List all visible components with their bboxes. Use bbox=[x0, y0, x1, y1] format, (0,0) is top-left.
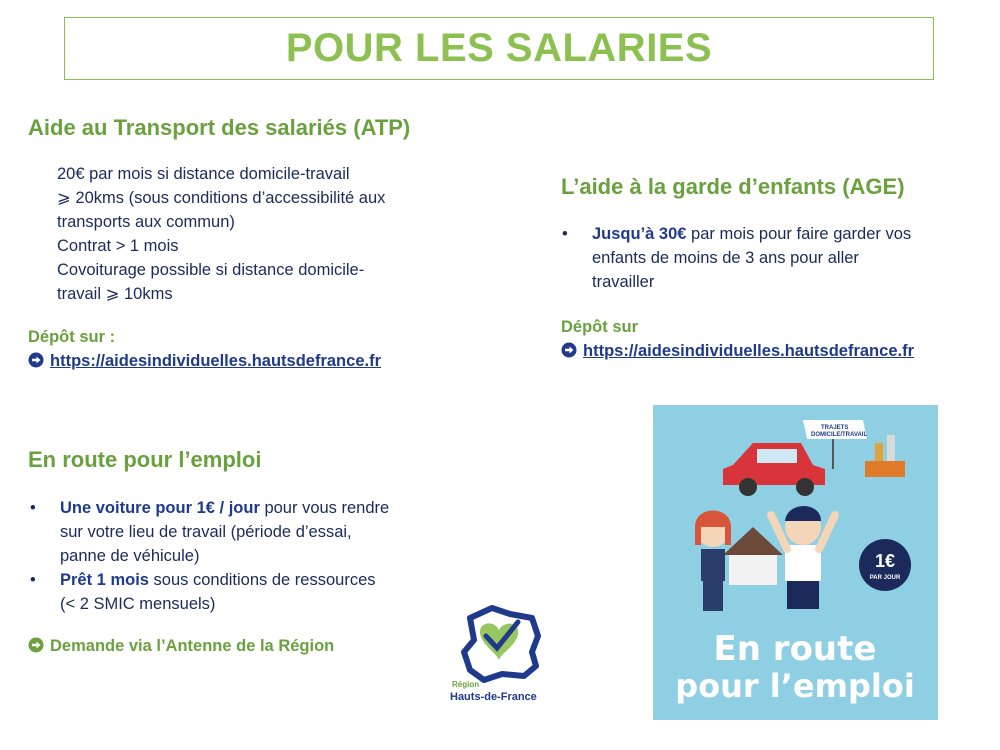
route-demande-row bbox=[28, 637, 334, 656]
age-depot-label: Dépôt sur bbox=[561, 318, 639, 336]
route-bullet-text: sous conditions de ressources bbox=[148, 571, 376, 589]
poster-title-1: En route bbox=[713, 629, 877, 669]
logo-text-name: Hauts-de-France bbox=[450, 691, 537, 703]
route-bullet-list bbox=[28, 496, 458, 616]
atp-line: 20€ par mois si distance domicile-travail bbox=[57, 165, 350, 183]
age-heading: L’aide à la garde d’enfants (AGE) bbox=[561, 174, 905, 199]
bullet-dot: • bbox=[30, 571, 36, 589]
bullet-dot: • bbox=[30, 499, 36, 517]
age-bullet-text: travailler bbox=[592, 273, 655, 291]
age-bullet-text: par mois pour faire garder vos bbox=[686, 225, 912, 243]
age-bullet-text: enfants de moins de 3 ans pour aller bbox=[592, 249, 859, 267]
badge-price: 1€ bbox=[874, 551, 896, 571]
sign-text-1: TRAJETS bbox=[821, 425, 849, 431]
route-bullet-text: panne de véhicule) bbox=[60, 547, 200, 565]
route-bullet-strong: Une voiture pour 1€ / jour bbox=[60, 499, 260, 517]
atp-line: transports aux commun) bbox=[57, 213, 235, 231]
atp-line: Contrat > 1 mois bbox=[57, 237, 179, 255]
atp-depot-label: Dépôt sur : bbox=[28, 328, 116, 346]
route-bullet bbox=[28, 496, 458, 568]
atp-line: Covoiturage possible si distance domicile- bbox=[57, 261, 365, 279]
atp-link[interactable]: https://aidesindividuelles.hautsdefrance.fr bbox=[50, 352, 381, 370]
atp-description bbox=[57, 162, 385, 306]
badge-caption: PAR JOUR bbox=[869, 575, 901, 581]
arrow-right-icon bbox=[561, 342, 577, 358]
route-bullet-text: (< 2 SMIC mensuels) bbox=[60, 595, 216, 613]
bullet-dot: • bbox=[562, 225, 568, 243]
sign-text-2: DOMICILE/TRAVAIL bbox=[811, 432, 868, 438]
arrow-right-icon bbox=[28, 637, 44, 653]
age-link[interactable]: https://aidesindividuelles.hautsdefrance.fr bbox=[583, 342, 914, 360]
age-link-row bbox=[561, 342, 914, 361]
atp-heading: Aide au Transport des salariés (ATP) bbox=[28, 115, 411, 140]
logo-text-region: Région bbox=[452, 680, 480, 689]
arrow-right-icon bbox=[28, 352, 44, 368]
atp-link-row bbox=[28, 352, 381, 371]
route-heading: En route pour l’emploi bbox=[28, 447, 262, 472]
route-bullet bbox=[28, 568, 458, 616]
age-bullet-list bbox=[560, 222, 980, 294]
route-bullet-text: sur votre lieu de travail (période d’essai, bbox=[60, 523, 352, 541]
page-title: POUR LES SALARIES bbox=[285, 26, 713, 70]
route-demande: Demande via l’Antenne de la Région bbox=[50, 637, 335, 655]
age-bullet-strong: Jusqu’à 30€ bbox=[592, 225, 687, 243]
route-bullet-strong: Prêt 1 mois bbox=[60, 571, 149, 589]
title-box bbox=[64, 17, 934, 80]
poster-title-2: pour l’emploi bbox=[675, 667, 915, 705]
atp-line: ⩾ 20kms (sous conditions d’accessibilité aux bbox=[57, 189, 386, 207]
age-bullet bbox=[560, 222, 980, 294]
en-route-poster bbox=[653, 405, 938, 720]
atp-line: travail ⩾ 10kms bbox=[57, 285, 173, 303]
route-bullet-text: pour vous rendre bbox=[259, 499, 390, 517]
